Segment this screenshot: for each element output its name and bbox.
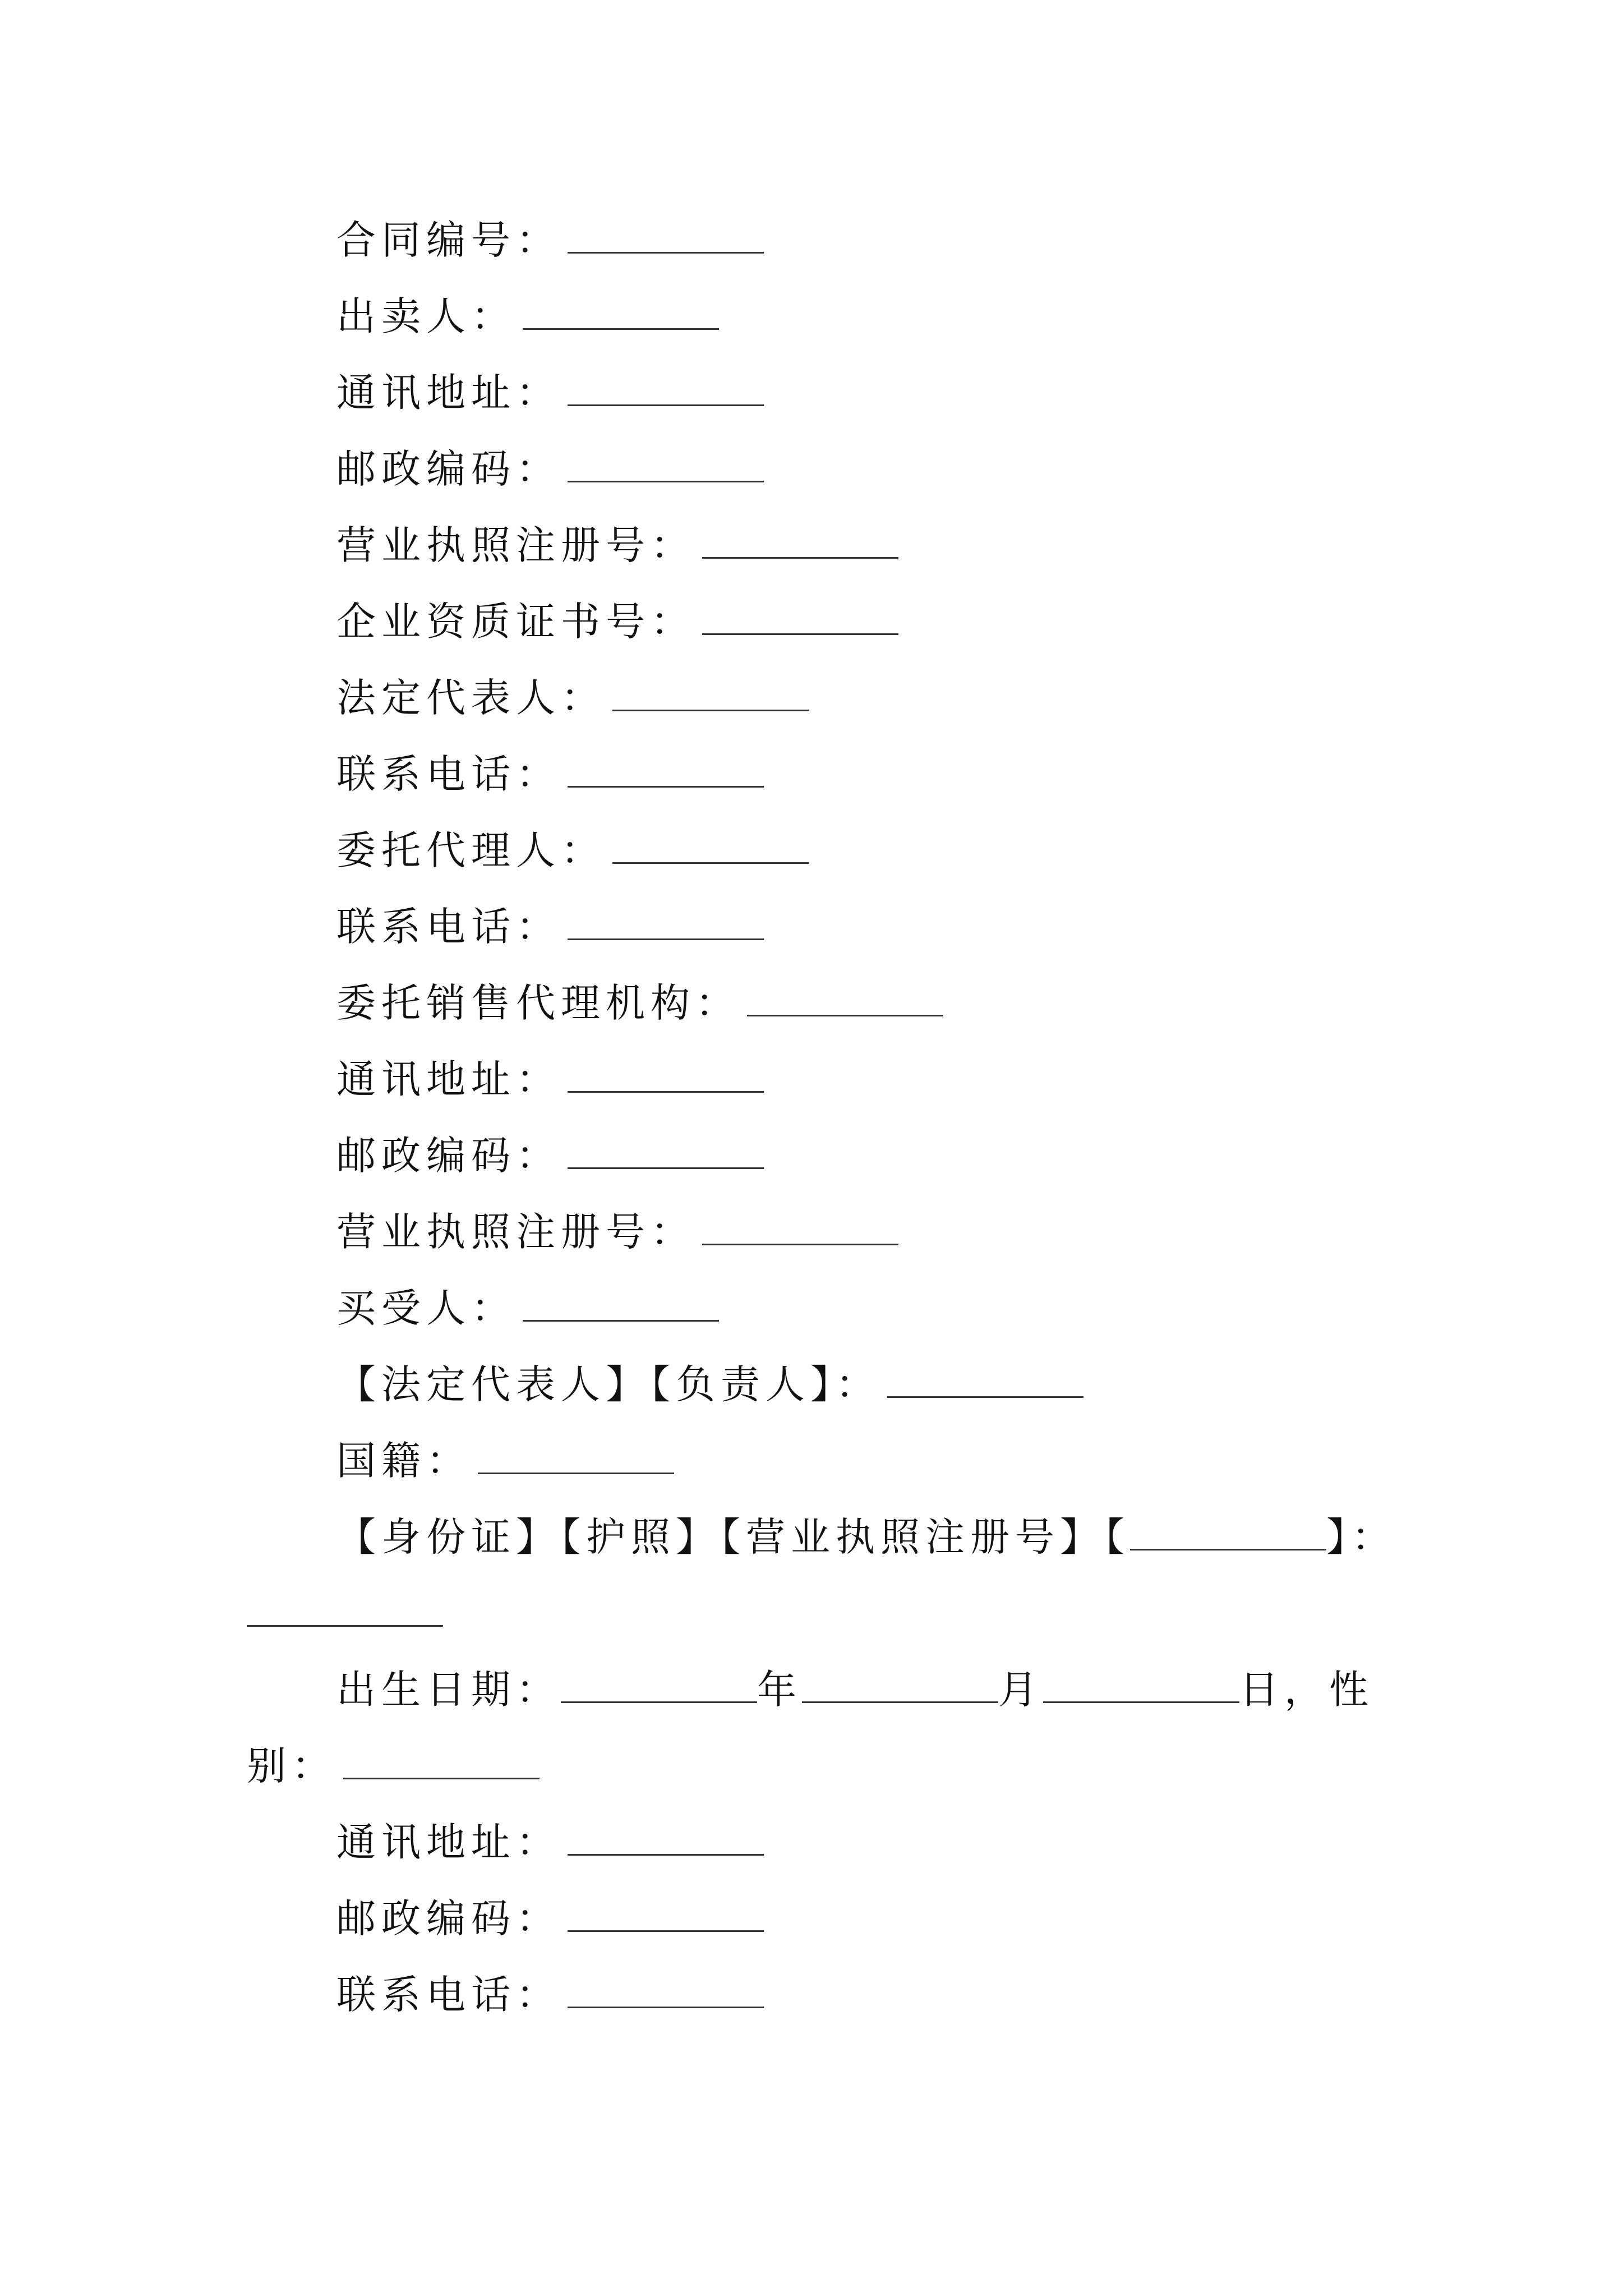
gender-label: 别： — [247, 1743, 336, 1789]
contract-number-label: 合同编号： — [336, 217, 561, 263]
seller-phone-blank[interactable] — [568, 752, 764, 788]
agency-license-label: 营业执照注册号： — [336, 1209, 695, 1255]
birth-date-row — [336, 1662, 1374, 1718]
buyer-address-label: 通讯地址： — [336, 1819, 561, 1865]
buyer-phone-row — [336, 1967, 764, 2023]
contract-number-row — [336, 212, 764, 268]
nationality-blank[interactable] — [478, 1439, 674, 1474]
sales-agency-row — [336, 975, 943, 1031]
seller-postcode-row — [336, 441, 764, 497]
buyer-rep-blank[interactable] — [887, 1363, 1083, 1398]
seller-postcode-blank[interactable] — [568, 447, 764, 482]
agency-postcode-label: 邮政编码： — [336, 1133, 561, 1179]
seller-phone-label: 联系电话： — [336, 751, 561, 797]
buyer-rep-label: 【法定代表人】【负责人】： — [336, 1361, 880, 1407]
agent-row — [336, 822, 809, 878]
buyer-postcode-label: 邮政编码： — [336, 1895, 561, 1941]
buyer-postcode-blank[interactable] — [568, 1897, 764, 1932]
seller-address-label: 通讯地址： — [336, 370, 561, 416]
nationality-label: 国籍： — [336, 1438, 471, 1484]
id-document-continuation-row — [247, 1585, 443, 1641]
seller-address-row — [336, 365, 764, 421]
business-license-label: 营业执照注册号： — [336, 522, 695, 568]
birth-day-label: 日，性 — [1239, 1667, 1374, 1713]
legal-rep-row — [336, 670, 809, 726]
buyer-rep-row — [336, 1356, 1083, 1412]
nationality-row — [336, 1433, 674, 1489]
agency-address-label: 通讯地址： — [336, 1056, 561, 1102]
agent-label: 委托代理人： — [336, 827, 606, 873]
buyer-address-row — [336, 1814, 764, 1870]
agent-blank[interactable] — [612, 829, 809, 864]
id-document-row — [336, 1509, 1396, 1565]
buyer-phone-label: 联系电话： — [336, 1972, 561, 2018]
agency-address-row — [336, 1051, 764, 1107]
seller-blank[interactable] — [523, 295, 719, 330]
sales-agency-blank[interactable] — [747, 981, 943, 1016]
qualification-cert-label: 企业资质证书号： — [336, 599, 695, 645]
birth-date-label: 出生日期： — [336, 1667, 561, 1713]
buyer-row — [336, 1280, 719, 1336]
agency-postcode-blank[interactable] — [568, 1134, 764, 1169]
agency-license-row — [336, 1204, 898, 1260]
qualification-cert-row — [336, 593, 898, 650]
birth-year-blank[interactable] — [561, 1668, 757, 1703]
id-document-number-blank[interactable] — [247, 1591, 443, 1627]
id-document-label: 【身份证】【护照】【营业执照注册号】【 — [336, 1514, 1130, 1560]
buyer-label: 买受人： — [336, 1285, 516, 1331]
birth-year-label: 年 — [757, 1667, 802, 1713]
contract-number-blank[interactable] — [568, 218, 764, 254]
agent-phone-label: 联系电话： — [336, 904, 561, 950]
birth-day-blank[interactable] — [1043, 1668, 1239, 1703]
buyer-phone-blank[interactable] — [568, 1973, 764, 2008]
legal-rep-blank[interactable] — [612, 676, 809, 711]
seller-phone-row — [336, 746, 764, 802]
seller-address-blank[interactable] — [568, 371, 764, 406]
legal-rep-label: 法定代表人： — [336, 675, 606, 721]
agent-phone-row — [336, 899, 764, 955]
agent-phone-blank[interactable] — [568, 905, 764, 940]
id-document-close: 】： — [1326, 1514, 1396, 1560]
gender-blank[interactable] — [343, 1744, 540, 1779]
buyer-postcode-row — [336, 1890, 764, 1947]
sales-agency-label: 委托销售代理机构： — [336, 980, 740, 1026]
agency-address-blank[interactable] — [568, 1057, 764, 1093]
seller-label: 出卖人： — [336, 293, 516, 339]
birth-month-label: 月 — [998, 1667, 1043, 1713]
seller-row — [336, 288, 719, 344]
gender-row — [247, 1738, 540, 1794]
buyer-blank[interactable] — [523, 1286, 719, 1322]
qualification-cert-blank[interactable] — [702, 600, 898, 635]
id-document-type-blank[interactable] — [1130, 1515, 1326, 1550]
buyer-address-blank[interactable] — [568, 1820, 764, 1856]
agency-license-blank[interactable] — [702, 1210, 898, 1245]
agency-postcode-row — [336, 1128, 764, 1184]
seller-postcode-label: 邮政编码： — [336, 446, 561, 492]
business-license-blank[interactable] — [702, 523, 898, 559]
birth-month-blank[interactable] — [802, 1668, 998, 1703]
business-license-row — [336, 517, 898, 573]
